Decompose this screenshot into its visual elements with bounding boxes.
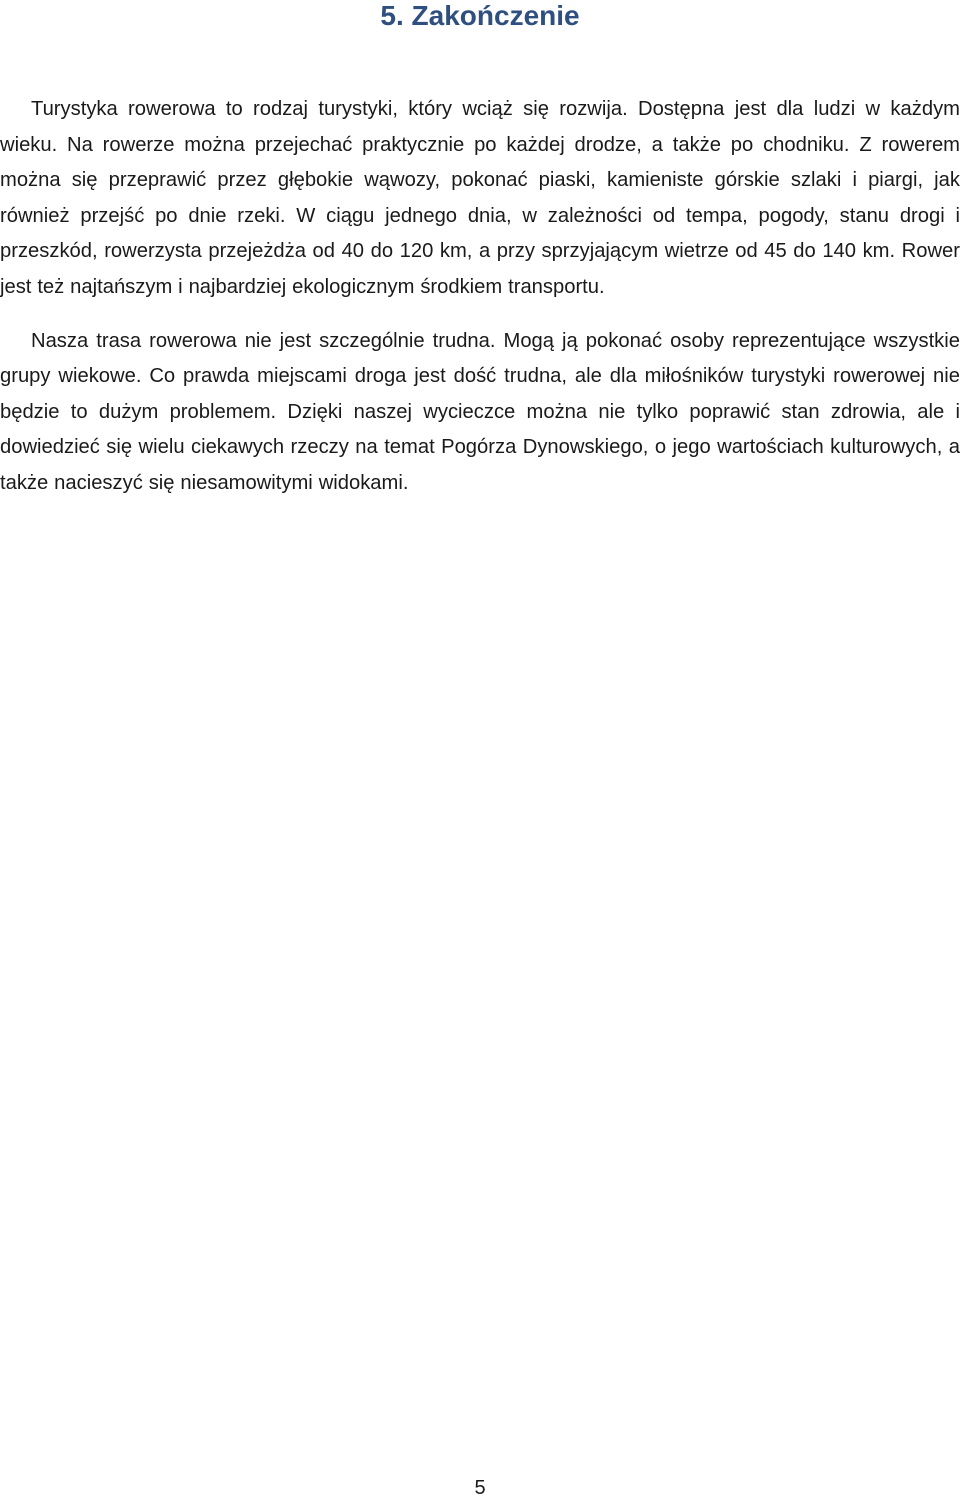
paragraph-intro: Turystyka rowerowa to rodzaj turystyki, który wciąż się rozwija. Dostępna jest dla ludzi w każdym wieku. Na rowerze można przejechać praktycznie po każdej drodze, a także po chodniku. Z rowerem można się przeprawić przez głębokie wąwozy, pokonać piaski, kamieniste górskie szlaki i piargi, jak również przejść po dnie rzeki. W ciągu jednego dnia, w zależności od tempa, pogody, stanu drogi i przeszkód, rowerzysta przejeżdża od 40 do 120 km, a przy sprzyjającym wietrze od 45 do 140 km. Rower jest też najtańszym i najbardziej ekologicznym środkiem transportu. bbox=[0, 98, 960, 298]
section-heading: 5. Zakończenie bbox=[380, 0, 580, 31]
document-body bbox=[0, 92, 960, 520]
paragraph-route: Nasza trasa rowerowa nie jest szczególnie trudna. Mogą ją pokonać osoby reprezentujące wszystkie grupy wiekowe. Co prawda miejscami droga jest dość trudna, ale dla miłośników turystyki rowerowej nie będzie to dużym problemem. Dzięki naszej wycieczce można nie tylko poprawić stan zdrowia, ale i dowiedzieć się wielu ciekawych rzeczy na temat Pogórza Dynowskiego, o jego wartościach kulturowych, a także nacieszyć się niesamowitymi widokami. bbox=[0, 329, 960, 494]
page-number: 5 bbox=[474, 1477, 486, 1499]
